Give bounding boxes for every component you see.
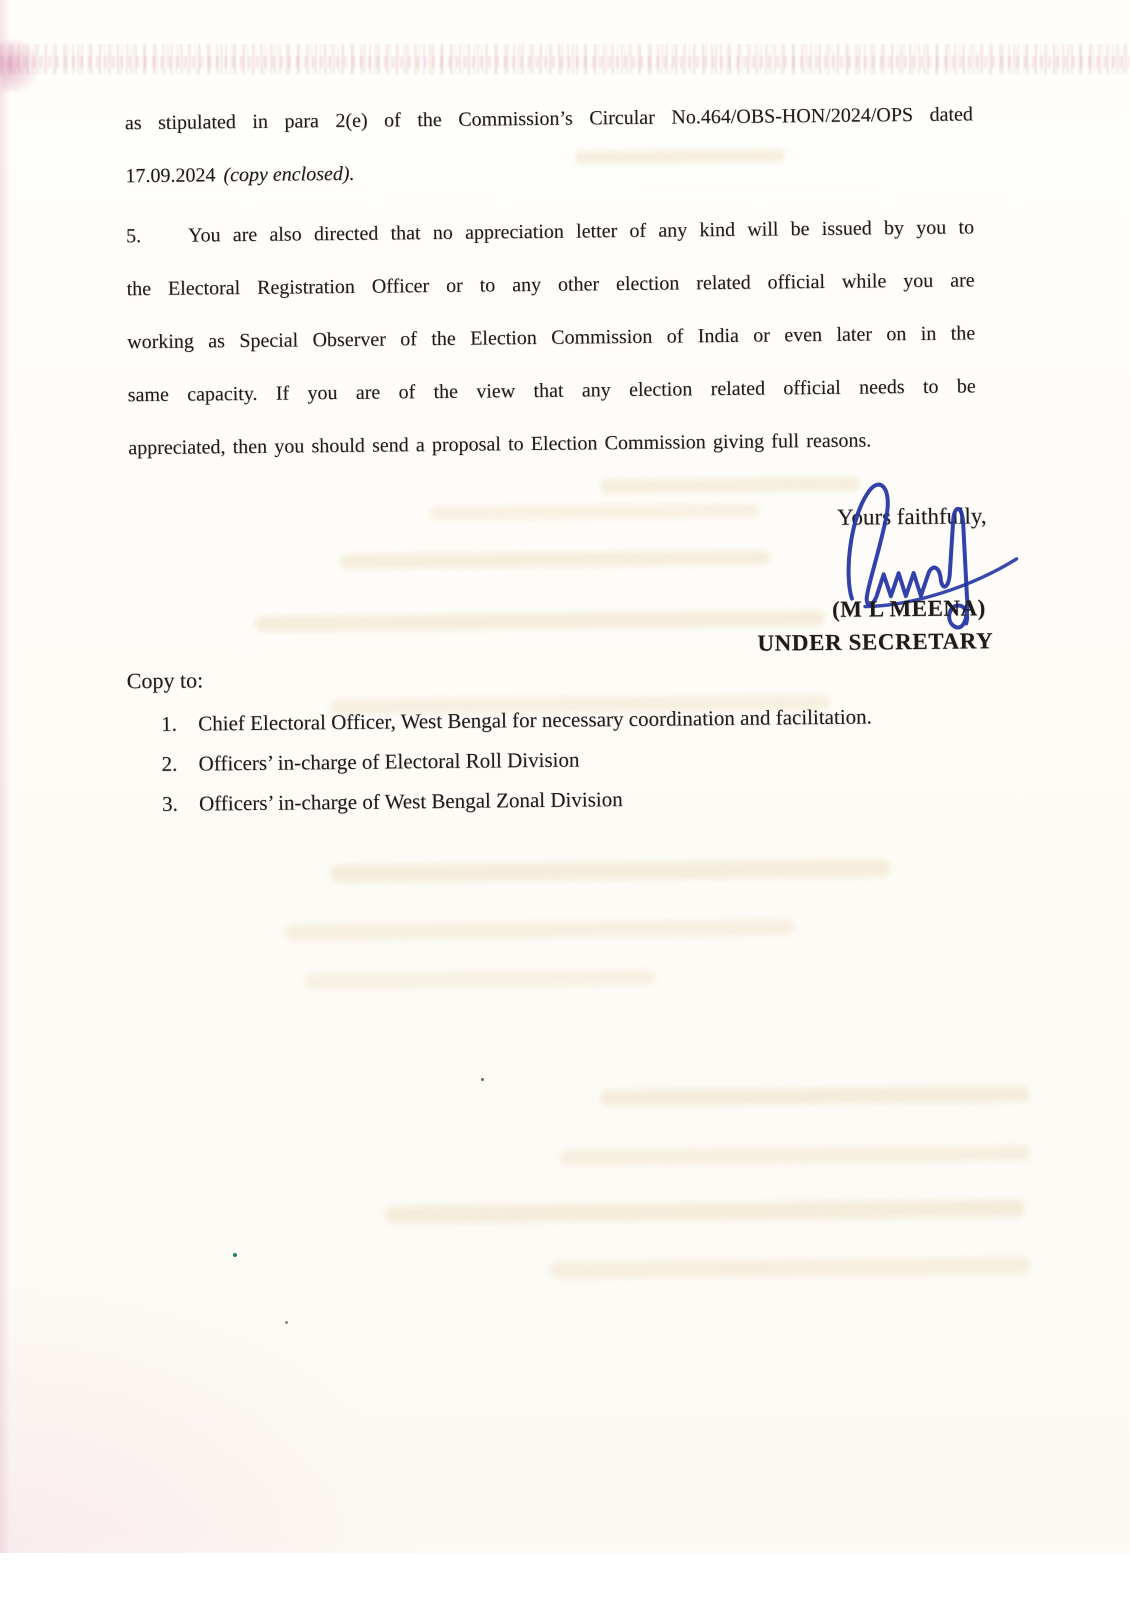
copy-to-list [161,703,873,830]
paragraph-line [127,360,976,422]
paragraph-line [125,141,974,203]
paragraph-line [126,201,975,263]
paragraph-text: appreciated, then you should send a proposal to Election Commission giving full reasons. [128,429,872,460]
paragraph-date: 17.09.2024 [125,164,216,188]
paragraph-text: same capacity. If you are of the view that any election related official needs to be [127,375,976,407]
signatory-designation: UNDER SECRETARY [757,628,994,656]
paragraph-text: the Electoral Registration Officer or to any other election related official while you are [126,269,975,301]
copy-to-label: Copy to: [126,667,204,694]
copy-to-item [162,783,873,816]
copy-to-item [161,743,872,776]
paragraph-line [126,254,975,316]
copy-item-number: 2. [161,751,178,776]
paragraph-text: You are also directed that no appreciation letter of any kind will be issued by you to [187,216,975,247]
copy-item-text: Officers’ in-charge of Electoral Roll Division [198,747,580,776]
copy-item-number: 3. [161,791,178,816]
paragraph-line [127,307,976,369]
paragraph-line [125,88,974,150]
paragraph-line [128,413,977,475]
scanner-bed-strip [0,1553,1130,1600]
copy-enclosed-note: (copy enclosed). [223,162,355,187]
copy-to-item [161,703,872,736]
copy-item-number: 1. [161,711,178,736]
copy-item-text: Chief Electoral Officer, West Bengal for necessary coordination and facilitation. [198,704,872,736]
paragraph-text: working as Special Observer of the Election Commission of India or even later on in the [127,322,976,354]
letter-body [125,88,977,475]
valediction: Yours faithfully, [836,503,987,530]
paragraph-number: 5. [125,225,142,248]
copy-item-text: Officers’ in-charge of West Bengal Zonal Division [198,787,623,816]
paragraph-text: as stipulated in para 2(e) of the Commission’s Circular No.464/OBS-HON/2024/OPS dated [124,103,973,135]
signatory-name: (M L MEENA) [831,595,986,622]
